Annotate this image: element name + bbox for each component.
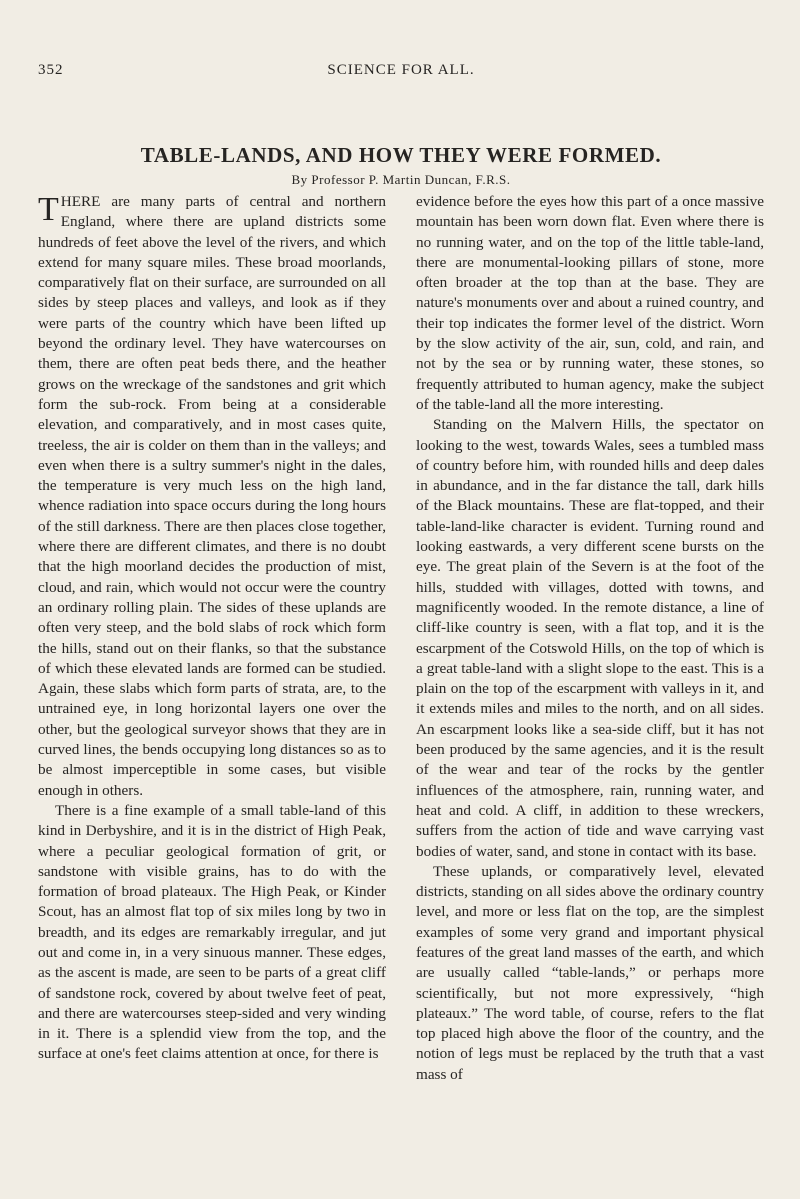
running-title: SCIENCE FOR ALL.	[327, 62, 475, 78]
left-column	[38, 192, 386, 1085]
paragraph	[38, 192, 386, 801]
paragraph: evidence before the eyes how this part of a once massive mountain has been worn down flat. Even where there is no running water, and on the top of the little table-land, there are monumental-looking pillars of stone, more often broader at the top than at the base. They are nature's monuments over and about a ruined country, and their top indicates the former level of the district. Worn by the slow activity of the air, sun, cold, and rain, and not by the sea or by running water, these stones, so frequently attributed to human agency, make the subject of the table-land all the more interesting.	[416, 193, 764, 413]
paragraph: There is a fine example of a small table-land of this kind in Derbyshire, and it is in the district of High Peak, where a peculiar geological formation of grit, or sandstone with visible grains, has to do with the formation of broad plateaux. The High Peak, or Kinder Scout, has an almost flat top of six miles long by two in breadth, and its edges are remarkably irregular, and jut out and come in, in a very sinuous manner. These edges, as the ascent is made, are seen to be parts of a great cliff of sandstone rock, covered by about twelve feet of peat, and there are watercourses steep-sided and very winding in it. There is a splendid view from the top, and the surface at one's feet claims attention at once, for there is	[38, 801, 386, 1063]
paragraph: Standing on the Malvern Hills, the spectator on looking to the west, towards Wales, sees a tumbled mass of country before him, with rounded hills and deep dales in abundance, and in the far distance the tall, dark hills of the Black mountains. These are flat-topped, and their table-land-like character is evident. Turning round and looking eastwards, a very different scene bursts on the eye. The great plain of the Severn is at the foot of the hills, studded with villages, dotted with towns, and magnificently wooded. In the remote distance, a line of cliff-like country is seen, with a flat top, and it is the escarpment of the Cotswold Hills, on the top of which is a great table-land with a slight slope to the east. This is a plain on the top of the escarpment with valleys in it, and it extends miles and miles to the north, and on all sides. An escarpment looks like a sea-side cliff, but it has not been produced by the same agencies, and it is the result of the wear and tear of the rocks by the gentler influences of the atmosphere, rain, running water, and heat and cold. A cliff, in addition to these wreckers, suffers from the action of tide and wave carrying vast bodies of water, sand, and stone in contact with its base.	[416, 416, 764, 860]
drop-cap: T	[38, 191, 59, 228]
right-column	[416, 192, 764, 1085]
article-byline: By Professor P. Martin Duncan, F.R.S.	[291, 172, 511, 187]
article-title: TABLE-LANDS, AND HOW THEY WERE FORMED.	[140, 143, 662, 167]
paragraph: These uplands, or comparatively level, elevated districts, standing on all sides above the ordinary country level, and more or less flat on the top, are the simplest examples of some very grand and important physical features of the great land masses of the earth, and which are usually called “table-lands,” or perhaps more scientifically, but not more expressively, “high plateaux.” The word table, of course, refers to the flat top placed high above the floor of the country, and the notion of legs must be replaced by the truth that a vast mass of	[416, 862, 764, 1083]
text-columns	[38, 192, 764, 1085]
running-head	[38, 62, 764, 92]
page-number: 352	[38, 62, 64, 78]
paragraph-text: HERE are many parts of central and northern England, where there are upland districts some hundreds of feet above the level of the rivers, and which extend for many square miles. These broad moorlands, comparatively flat on their surface, are surrounded on all sides by steep places and valleys, and look as if they were parts of the country which have been lifted up beyond the ordinary level. They have watercourses on them, there are often peat beds there, and the heather grows on the wreckage of the sandstones and grit which form the sub-rock. From being at a considerable elevation, and comparatively, and in most cases quite, treeless, the air is colder on them than in the valleys; and even when there is a sultry summer's night in the dales, the temperature is very much less on the high land, whence radiation into space occurs during the long hours of the still darkness. There are then places close together, where there are different climates, and there is no doubt that the high moorland decides the production of mist, cloud, and rain, which would not occur were the country an ordinary rolling plain. The sides of these uplands are often very steep, and the bold slabs of rock which form the hills, stand out on their flanks, so that the substance of which these elevated lands are formed can be studied. Again, these slabs which form parts of strata, are, to the untrained eye, in long horizontal layers one over the other, but the geological surveyor shows that they are in curved lines, the bends occupying long distances so as to be almost imperceptible in some cases, but visible enough in others.	[38, 193, 386, 799]
